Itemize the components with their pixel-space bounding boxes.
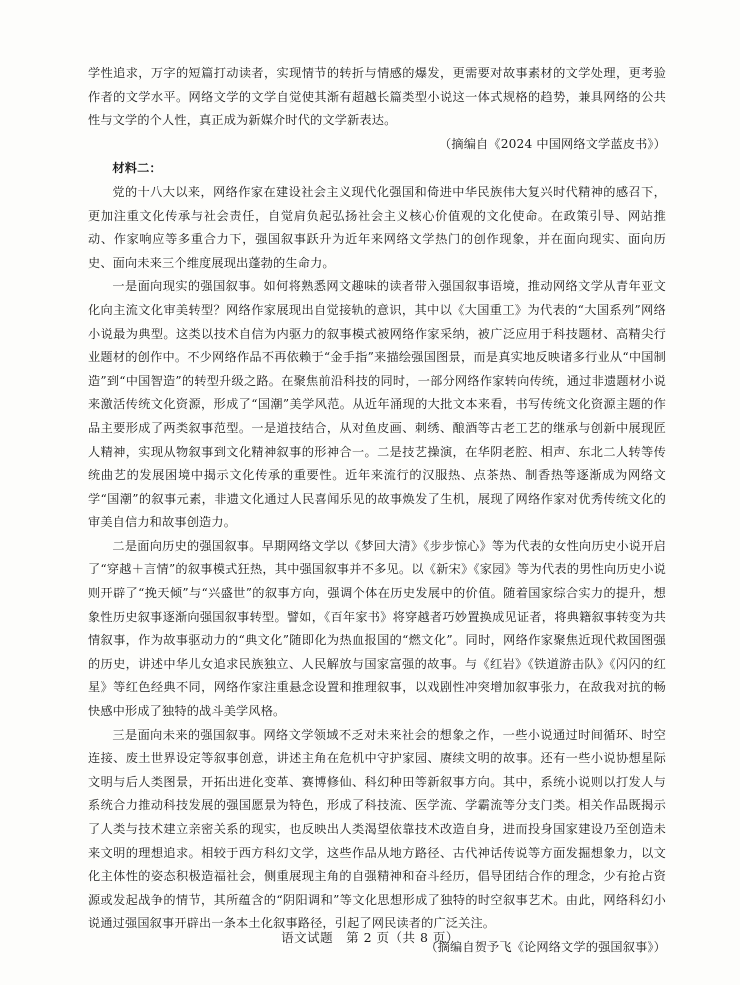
paragraph-material1-end: 学性追求，万字的短篇打动读者，实现情节的转折与情感的爆发，更需要对故事素材的文学处理，更考验作者的文学水平。网络文学的文学自觉使其渐有超越长篇类型小说这一体式规格的趋势，兼具网络的公共性与文学的个人性，真正成为新媒介时代的文学新表达。 — [88, 66, 666, 128]
paragraph-history: 二是面向历史的强国叙事。早期网络文学以《梦回大清》《步步惊心》等为代表的女性向历史小说开启了“穿越＋言情”的叙事模式狂热，其中强国叙事并不多见。以《新宋》《家园》等为代表的男性向历史小说则开辟了“挽天倾”与“兴盛世”的叙事方向，强调个体在历史发展中的价值。随着国家综合实力的提升，想象性历史叙事逐渐向强国叙事转型。譬如，《百年家书》将穿越者巧妙置换成见证者，将典籍叙事转变为共情叙事，作为故事驱动力的“典文化”随即化为热血报国的“燃文化”。同时，网络作家聚焦近现代救国图强的历史，讲述中华儿女追求民族独立、人民解放与国家富强的故事。与《红岩》《铁道游击队》《闪闪的红星》等红色经典不同，网络作家注重悬念设置和推理叙事，以戏剧性冲突增加叙事张力，在敌我对抗的畅快感中形成了独特的战斗美学风格。 — [88, 538, 666, 719]
paragraph-intro: 党的十八大以来，网络作家在建设社会主义现代化强国和倚进中华民族伟大复兴时代精神的感召下，更加注重文化传承与社会责任，自觉肩负起弘扬社会主义核心价值观的文化使命。在政策引导、网站推动、作家响应等多重合力下，强国叙事跃升为近年来网络文学热门的创作现象，并在面向现实、面向历史、面向未来三个维度展现出蓬勃的生命力。 — [88, 184, 666, 270]
paragraph-reality: 一是面向现实的强国叙事。如何将熟悉网文趣味的读者带入强国叙事语境，推动网络文学从青年亚文化向主流文化审美转型？网络作家展现出自觉接轨的意识，其中以《大国重工》为代表的“大国系列”网络小说最为典型。这类以技术自信为内驱力的叙事模式被网络作家采纳，被广泛应用于科技题材、高精尖行业题材的创作中。不少网络作品不再依赖于“金手指”来描绘强国图景，而是真实地反映诸多行业从“中国制造”到“中国智造”的转型升级之路。在聚焦前沿科技的同时，一部分网络作家转向传统，通过非遗题材小说来激活传统文化资源，形成了“国潮”美学风范。从近年涌现的大批文本来看，书写传统文化资源主题的作品主要形成了两类叙事范型。一是道技结合，从对鱼皮画、刺绣、酿酒等古老工艺的继承与创新中展现匠人精神，实现从物叙事到文化精神叙事的形神合一。二是技艺操演，在华阴老腔、相声、东北二人转等传统曲艺的发展困境中揭示文化传承的重要性。近年来流行的汉服热、点茶热、制香热等逐渐成为网络文学“国潮”的叙事元素，非遗文化通过人民喜闻乐见的故事焕发了生机，展现了网络作家对优秀传统文化的审美自信力和故事创造力。 — [88, 279, 666, 530]
page-footer: 语文试题 第 2 页（共 8 页） — [281, 930, 459, 945]
source-citation-2: （摘编自贺予飞《论网络文学的强国叙事》） — [425, 939, 666, 954]
source-citation-1: （摘编自《2024 中国网络文学蓝皮书》） — [439, 136, 666, 151]
paragraph-future: 三是面向未来的强国叙事。网络文学领域不乏对未来社会的想象之作，一些小说通过时间循环、时空连接、废土世界设定等叙事创意，讲述主角在危机中守护家园、赓续文明的故事。还有一些小说协想星际文明与后人类图景，开拓出进化变革、赛博修仙、科幻种田等新叙事方向。其中，系统小说则以打发人与系统合力推动科技发展的强国愿景为特色，形成了科技流、医学流、学霸流等分支门类。相关作品既揭示了人类与技术建立亲密关系的现实，也反映出人类渴望依靠技术改造自身，进而投身国家建设乃至创造未来文明的理想追求。相较于西方科幻文学，这些作品从地方路径、古代神话传说等方面发掘想象力，以文化主体性的姿态积极造福社会，侧重展现主角的自强精神和奋斗经历，倡导团结合作的理念，少有抢占资源或发起战争的情节，其所蕴含的“阴阳调和”等文化思想形成了独特的时空叙事艺术。由此，网络科幻小说通过强国叙事开辟出一条本土化叙事路径，引起了网民读者的广泛关注。 — [88, 727, 666, 931]
section-heading-material2: 材料二： — [112, 161, 162, 176]
document-body — [88, 62, 666, 960]
